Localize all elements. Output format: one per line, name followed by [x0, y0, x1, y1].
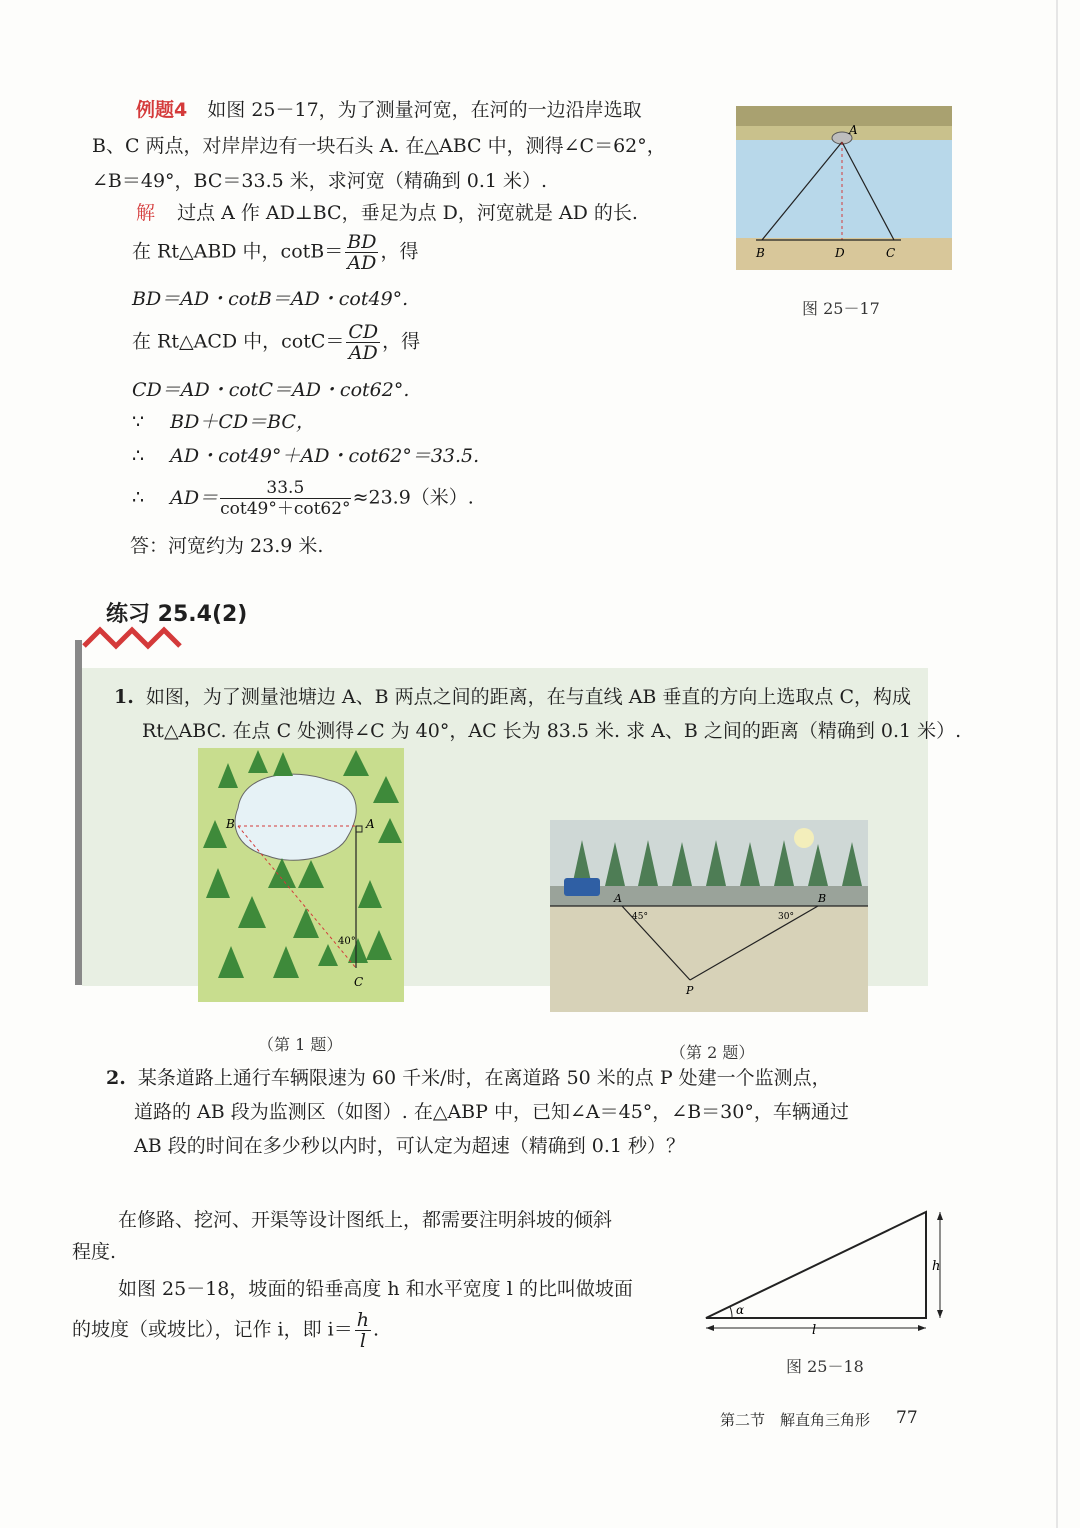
label-a: A [366, 817, 375, 831]
arrow-head [918, 1325, 926, 1331]
label-b: B [818, 892, 827, 905]
example-line-1 [136, 98, 642, 122]
sol6-text: BD＋CD＝BC， [170, 411, 315, 433]
label-c: C [886, 246, 896, 260]
sol2-post: ，得 [380, 240, 419, 263]
slope-post: . [372, 1318, 380, 1341]
therefore-symbol: ∴ [132, 486, 145, 509]
q1-text-1: 如图，为了测量池塘边 A、B 两点之间的距离，在与直线 AB 垂直的方向上选取点 C，构成 [145, 686, 911, 708]
river-water [736, 140, 952, 240]
solution-line-4 [132, 322, 420, 363]
solution-line-6 [132, 410, 315, 434]
example-text-1: 如图 25－17，为了测量河宽，在河的一边沿岸选取 [207, 99, 642, 121]
q1-number: 1. [114, 686, 134, 708]
page-edge [1056, 0, 1058, 1528]
fraction-h-l [355, 1310, 371, 1351]
example-label: 例题4 [136, 99, 188, 121]
arrow-head [937, 1212, 943, 1220]
frac-den: l [359, 1330, 366, 1352]
q2-line-1 [106, 1066, 831, 1090]
sol2-pre: 在 Rt△ABD 中，cotB＝ [132, 240, 344, 263]
angle-c-label: 40° [338, 936, 356, 947]
solution-text-1: 过点 A 作 AD⊥BC，垂足为点 D，河宽就是 AD 的长. [177, 202, 638, 224]
slope-para-2-line-2 [72, 1310, 379, 1351]
frac-den: cot49°＋cot62° [220, 499, 351, 519]
tree-row [572, 840, 862, 886]
sol4-pre: 在 Rt△ACD 中，cotC＝ [132, 330, 345, 353]
solution-line-1 [136, 201, 638, 225]
q2-text-1: 某条道路上通行车辆限速为 60 千米/时，在离道路 50 米的点 P 处建一个监测点， [137, 1067, 831, 1089]
frac-num: 33.5 [220, 478, 350, 499]
frac-den: AD [347, 252, 377, 274]
angle-arc [730, 1307, 732, 1318]
ground [550, 906, 868, 1012]
sol8-post: ≈23.9（米）. [352, 486, 474, 509]
sun-icon [794, 828, 814, 848]
q1-line-1 [114, 685, 911, 709]
solution-line-7 [132, 444, 479, 468]
slope-para-2-line-1: 如图 25－18，坡面的铅垂高度 h 和水平宽度 l 的比叫做坡面 [118, 1278, 633, 1300]
example-line-3: ∠B＝49°，BC＝33.5 米，求河宽（精确到 0.1 米）. [92, 170, 548, 192]
slope-figure [700, 1204, 952, 1346]
label-a: A [614, 892, 622, 905]
angle-a-label: 45° [632, 912, 648, 922]
frac-num: h [356, 1309, 369, 1331]
arrow-head [706, 1325, 714, 1331]
slope-para-1-line-1: 在修路、挖河、开渠等设计图纸上，都需要注明斜坡的倾斜 [118, 1209, 613, 1231]
slope-pre: 的坡度（或坡比），记作 i，即 i＝ [72, 1318, 353, 1341]
solution-line-5: CD＝AD・cotC＝AD・cot62°. [132, 379, 410, 401]
frac-num: BD [347, 231, 377, 253]
figure-25-17-caption: 图 25－17 [802, 299, 880, 318]
sol8-pre: AD＝ [170, 486, 219, 509]
fraction-bd-ad [345, 232, 378, 273]
q2-line-2: 道路的 AB 段为监测区（如图）. 在△ABP 中，已知∠A＝45°，∠B＝30°，车辆通过 [134, 1101, 849, 1123]
frac-den: AD [348, 342, 378, 364]
label-b: B [756, 246, 765, 260]
zigzag-line [84, 630, 180, 646]
label-c: C [354, 975, 364, 989]
van-icon [564, 878, 600, 896]
q2-line-3: AB 段的时间在多少秒以内时，可认定为超速（精确到 0.1 秒）？ [134, 1135, 686, 1157]
pond-figure [198, 748, 404, 1002]
label-b: B [226, 817, 235, 831]
label-a: A [849, 123, 858, 137]
solution-line-3: BD＝AD・cotB＝AD・cot49°. [132, 288, 409, 310]
slope-para-1-line-2: 程度. [72, 1241, 117, 1263]
exercise-title: 练习 25.4(2) [106, 602, 248, 627]
angle-b-label: 30° [778, 912, 794, 922]
pond [235, 774, 356, 860]
label-d: D [835, 246, 845, 260]
solution-label: 解 [136, 202, 156, 224]
alpha-label: α [736, 1303, 745, 1317]
road-figure [550, 820, 868, 1012]
h-label: h [932, 1259, 941, 1274]
river-figure [736, 106, 952, 270]
frac-num: CD [348, 321, 379, 343]
footer-section: 第二节 解直角三角形 [720, 1411, 871, 1429]
therefore-symbol: ∴ [132, 445, 145, 467]
fig1-caption: （第 1 题） [258, 1035, 343, 1054]
arrow-head [937, 1310, 943, 1318]
q2-number: 2. [106, 1067, 126, 1089]
exercise-zigzag-decoration [80, 624, 200, 650]
label-p: P [686, 984, 694, 997]
figure-25-18-caption: 图 25－18 [786, 1357, 864, 1376]
because-symbol: ∵ [132, 411, 145, 433]
exercise-side-bar [75, 640, 82, 985]
fraction-ad [220, 478, 350, 519]
solution-line-2 [132, 232, 418, 273]
sol4-post: ，得 [382, 330, 421, 353]
l-label: l [812, 1323, 817, 1338]
answer-line: 答：河宽约为 23.9 米. [130, 535, 324, 557]
example-line-2: B、C 两点，对岸岸边有一块石头 A. 在△ABC 中，测得∠C＝62°， [92, 135, 666, 157]
page-number: 77 [896, 1408, 918, 1428]
q1-line-2: Rt△ABC. 在点 C 处测得∠C 为 40°，AC 长为 83.5 米. 求 A、B 之间的距离（精确到 0.1 米）. [142, 720, 962, 742]
fig2-caption: （第 2 题） [670, 1043, 755, 1062]
fraction-cd-ad [346, 322, 380, 363]
solution-line-8 [132, 478, 474, 519]
sol7-text: AD・cot49°＋AD・cot62°＝33.5. [170, 445, 480, 467]
